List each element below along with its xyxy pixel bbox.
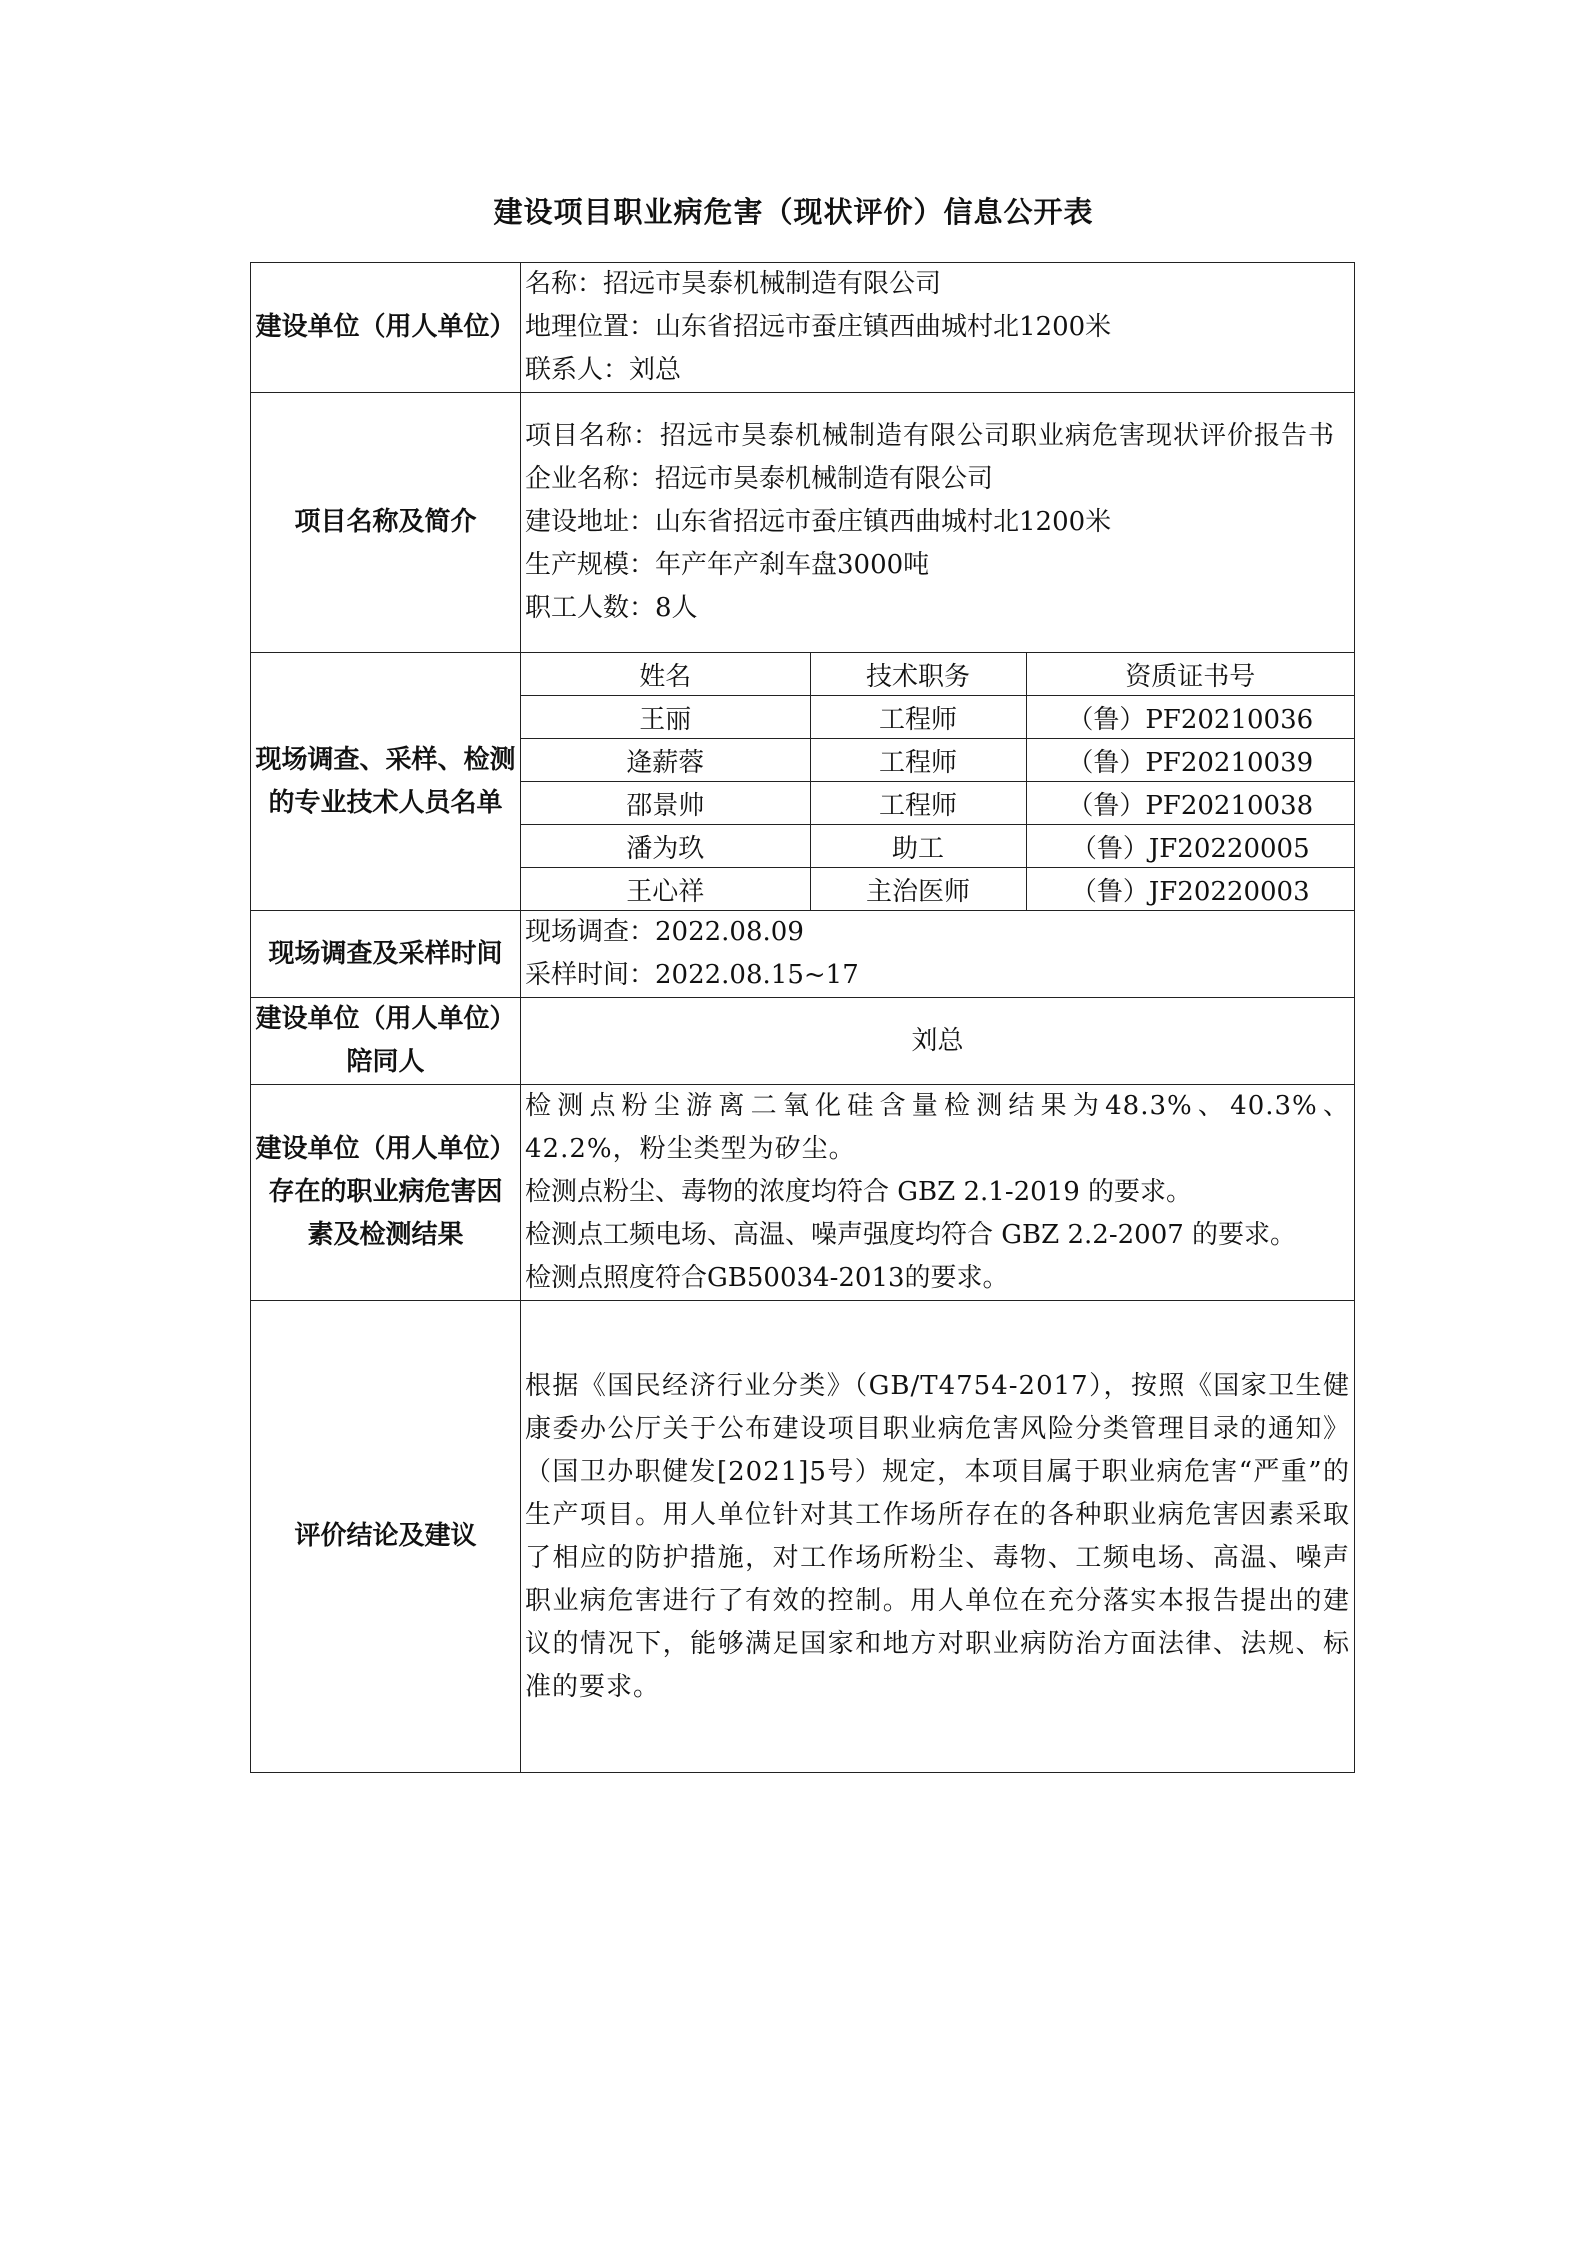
conclusion-text: 根据《国民经济行业分类》（GB/T4754-2017），按照《国家卫生健康委办公厅关于公布建设项目职业病危害风险分类管理目录的通知》（国卫办职健发[2021]5号）规定，本项目属于职业病危害“严重”的生产项目。用人单位针对其工作场所存在的各种职业病危害因素采取了相应的防护措施，对工作场所粉尘、毒物、工频电场、高温、噪声职业病危害进行了有效的控制。用人单位在充分落实本报告提出的建议的情况下，能够满足国家和地方对职业病防治方面法律、法规、标准的要求。 [525,1370,1350,1702]
accompany-label-line2: 陪同人 [346,1047,425,1077]
table-row [521,868,1354,911]
staff-cell [521,653,1355,911]
staff-label-line1: 现场调查、采样、检测 [255,744,516,775]
staff-header-title: 技术职务 [810,653,1026,696]
result-silica: 检测点粉尘游离二氧化硅含量检测结果为48.3%、40.3%、42.2%，粉尘类型为矽尘。 [525,1091,1350,1164]
conclusion-label: 评价结论及建议 [251,1301,521,1773]
staff-header-row [521,653,1354,696]
unit-label: 建设单位（用人单位） [251,263,521,393]
row-survey [251,911,1355,998]
staff-label [251,653,521,911]
row-conclusion [251,1301,1355,1773]
staff-name: 王心祥 [521,868,810,911]
result-lighting: 检测点照度符合GB50034-2013的要求。 [525,1263,1009,1293]
results-label-line1: 建设单位（用人单位） [255,1134,516,1164]
staff-title: 主治医师 [810,868,1026,911]
table-row [521,696,1354,739]
staff-name: 邵景帅 [521,782,810,825]
results-label-line3: 素及检测结果 [307,1220,464,1250]
staff-cert: （鲁）PF20210038 [1026,782,1354,825]
staff-table [521,653,1354,910]
result-dust: 检测点粉尘、毒物的浓度均符合 GBZ 2.1-2019 的要求。 [525,1177,1193,1207]
unit-content [521,263,1355,393]
staff-title: 工程师 [810,696,1026,739]
table-row [521,825,1354,868]
row-staff [251,653,1355,911]
staff-title: 助工 [810,825,1026,868]
accompany-label [251,998,521,1085]
project-scale: 生产规模：年产年产刹车盘3000吨 [525,550,930,580]
row-unit [251,263,1355,393]
unit-contact: 联系人：刘总 [525,355,682,385]
row-accompany [251,998,1355,1085]
accompany-label-line1: 建设单位（用人单位） [255,1004,516,1034]
staff-header-name: 姓名 [521,653,810,696]
results-content [521,1085,1355,1301]
staff-name: 王丽 [521,696,810,739]
staff-cert: （鲁）JF20220003 [1026,868,1354,911]
staff-header-cert: 资质证书号 [1026,653,1354,696]
project-name: 项目名称：招远市昊泰机械制造有限公司职业病危害现状评价报告书 [525,421,1336,451]
survey-date: 现场调查：2022.08.09 [525,917,804,947]
project-label: 项目名称及简介 [251,393,521,653]
info-table [250,262,1355,1773]
staff-title: 工程师 [810,739,1026,782]
staff-cert: （鲁）PF20210036 [1026,696,1354,739]
staff-name: 潘为玖 [521,825,810,868]
staff-cert: （鲁）JF20220005 [1026,825,1354,868]
results-label [251,1085,521,1301]
project-company: 企业名称：招远市昊泰机械制造有限公司 [525,464,994,494]
project-address: 建设地址：山东省招远市蚕庄镇西曲城村北1200米 [525,507,1112,537]
row-results [251,1085,1355,1301]
unit-name: 名称：招远市昊泰机械制造有限公司 [525,269,942,299]
survey-content [521,911,1355,998]
table-row [521,739,1354,782]
page-title: 建设项目职业病危害（现状评价）信息公开表 [493,195,1094,229]
unit-location: 地理位置：山东省招远市蚕庄镇西曲城村北1200米 [525,312,1112,342]
row-project [251,393,1355,653]
staff-cert: （鲁）PF20210039 [1026,739,1354,782]
conclusion-content [521,1301,1355,1773]
survey-label: 现场调查及采样时间 [251,911,521,998]
project-staff-count: 职工人数：8人 [525,593,698,623]
staff-label-line2: 的专业技术人员名单 [268,787,503,818]
result-physical: 检测点工频电场、高温、噪声强度均符合 GBZ 2.2-2007 的要求。 [525,1220,1297,1250]
staff-title: 工程师 [810,782,1026,825]
staff-name: 逄薪蓉 [521,739,810,782]
table-row [521,782,1354,825]
sampling-date: 采样时间：2022.08.15~17 [525,960,859,990]
results-label-line2: 存在的职业病危害因 [268,1177,503,1207]
accompany-value: 刘总 [521,998,1355,1085]
project-content [521,393,1355,653]
